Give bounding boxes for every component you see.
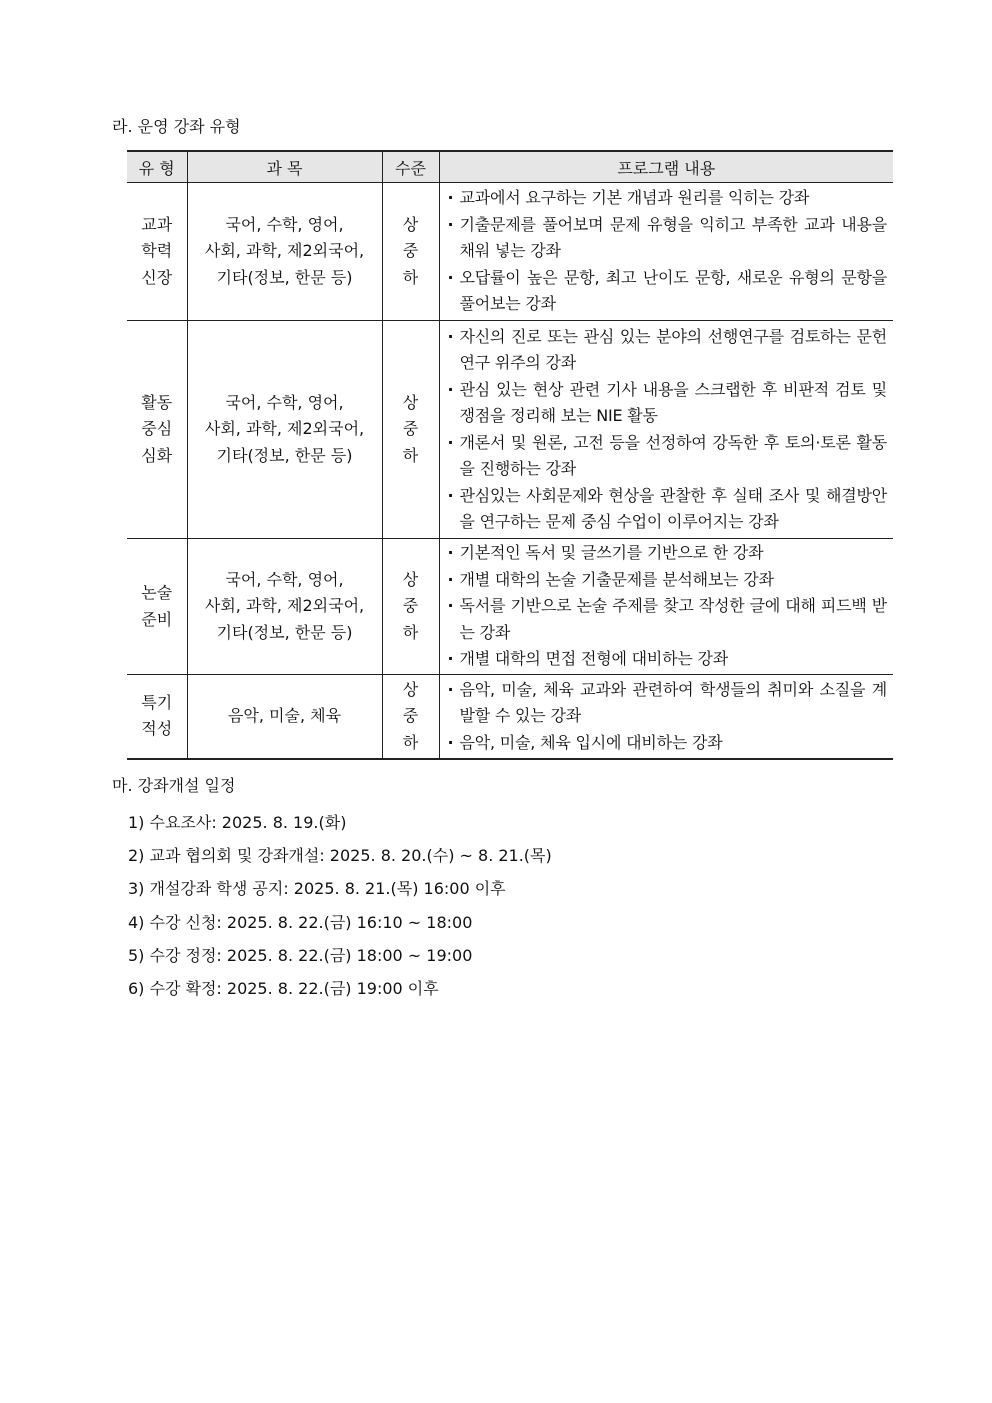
- list-item: · 교과에서 요구하는 기본 개념과 원리를 익히는 강좌: [448, 185, 888, 212]
- list-item: · 기출문제를 풀어보며 문제 유형을 익히고 부족한 교과 내용을 채워 넣는 강좌: [448, 212, 888, 265]
- subject-cell: 국어, 수학, 영어, 사회, 과학, 제2외국어, 기타(정보, 한문 등): [187, 183, 382, 321]
- list-item: · 오답률이 높은 문항, 최고 난이도 문항, 새로운 유형의 문항을 풀어보는 강좌: [448, 265, 888, 318]
- list-item: · 관심있는 사회문제와 현상을 관찰한 후 실태 조사 및 해결방안을 연구하는 문제 중심 수업이 이루어지는 강좌: [448, 483, 888, 536]
- list-item: · 음악, 미술, 체육 교과와 관련하여 학생들의 취미와 소질을 계발할 수 있는 강좌: [448, 677, 888, 730]
- content-cell: [439, 539, 893, 675]
- header-content: 프로그램 내용: [439, 151, 893, 183]
- schedule-item: 1) 수요조사: 2025. 8. 19.(화): [128, 813, 347, 832]
- program-list: [448, 185, 888, 318]
- section-title-schedule: 마. 강좌개설 일정: [112, 776, 236, 795]
- level-cell: 상 중 하: [382, 539, 439, 675]
- list-item: · 개론서 및 원론, 고전 등을 선정하여 강독한 후 토의·토론 활동을 진행하는 강좌: [448, 430, 888, 483]
- schedule-list: [128, 806, 552, 1005]
- level-cell: 상 중 하: [382, 675, 439, 759]
- type-cell: 교과 학력 신장: [127, 183, 187, 321]
- list-item: · 개별 대학의 논술 기출문제를 분석해보는 강좌: [448, 567, 888, 594]
- header-type: 유 형: [127, 151, 187, 183]
- content-cell: [439, 675, 893, 759]
- table-row: [127, 183, 893, 321]
- header-subject: 과 목: [187, 151, 382, 183]
- program-list: [448, 540, 888, 673]
- subject-cell: 국어, 수학, 영어, 사회, 과학, 제2외국어, 기타(정보, 한문 등): [187, 539, 382, 675]
- subject-cell: 국어, 수학, 영어, 사회, 과학, 제2외국어, 기타(정보, 한문 등): [187, 321, 382, 539]
- table-row: [127, 321, 893, 539]
- list-item: · 자신의 진로 또는 관심 있는 분야의 선행연구를 검토하는 문헌 연구 위주의 강좌: [448, 324, 888, 377]
- list-item: · 독서를 기반으로 논술 주제를 찾고 작성한 글에 대해 피드백 받는 강좌: [448, 593, 888, 646]
- table-header-row: [127, 151, 893, 183]
- program-list: [448, 677, 888, 757]
- header-level: 수준: [382, 151, 439, 183]
- list-item: · 관심 있는 현상 관련 기사 내용을 스크랩한 후 비판적 검토 및 쟁점을 정리해 보는 NIE 활동: [448, 377, 888, 430]
- content-cell: [439, 183, 893, 321]
- schedule-item: 4) 수강 신청: 2025. 8. 22.(금) 16:10 ~ 18:00: [128, 912, 473, 932]
- type-cell: 활동 중심 심화: [127, 321, 187, 539]
- section-title-course-types: 라. 운영 강좌 유형: [112, 117, 241, 136]
- content-cell: [439, 321, 893, 539]
- level-cell: 상 중 하: [382, 321, 439, 539]
- schedule-item: 6) 수강 확정: 2025. 8. 22.(금) 19:00 이후: [128, 979, 439, 999]
- schedule-item: 2) 교과 협의회 및 강좌개설: 2025. 8. 20.(수) ~ 8. 21.(목): [128, 846, 552, 866]
- list-item: · 개별 대학의 면접 전형에 대비하는 강좌: [448, 646, 888, 673]
- schedule-item: 5) 수강 정정: 2025. 8. 22.(금) 18:00 ~ 19:00: [128, 945, 473, 965]
- table-row: [127, 539, 893, 675]
- table-row: [127, 675, 893, 759]
- schedule-item: 3) 개설강좌 학생 공지: 2025. 8. 21.(목) 16:00 이후: [128, 879, 506, 899]
- list-item: · 음악, 미술, 체육 입시에 대비하는 강좌: [448, 730, 888, 757]
- type-cell: 특기 적성: [127, 675, 187, 759]
- level-cell: 상 중 하: [382, 183, 439, 321]
- type-cell: 논술 준비: [127, 539, 187, 675]
- subject-cell: 음악, 미술, 체육: [187, 675, 382, 759]
- program-list: [448, 324, 888, 536]
- list-item: · 기본적인 독서 및 글쓰기를 기반으로 한 강좌: [448, 540, 888, 567]
- course-type-table: [127, 150, 893, 760]
